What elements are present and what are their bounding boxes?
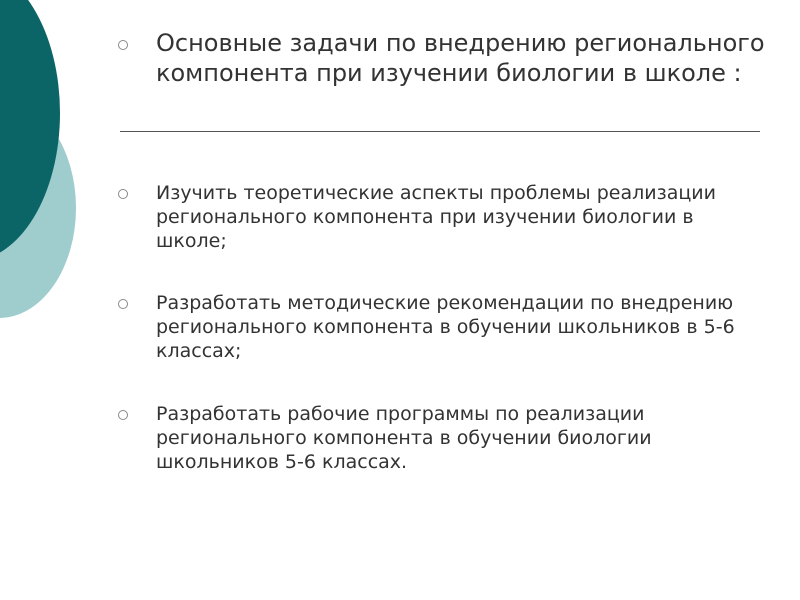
item-bullet-icon bbox=[118, 410, 128, 420]
slide-title-block bbox=[118, 28, 768, 88]
list-item bbox=[118, 402, 768, 474]
list-item bbox=[118, 181, 768, 253]
list-item bbox=[118, 291, 768, 363]
title-divider bbox=[120, 131, 760, 132]
list-item-text: Разработать рабочие программы по реализации регионального компонента в обучении биологии школьников 5-6 классах. bbox=[156, 403, 652, 473]
item-bullet-icon bbox=[118, 299, 128, 309]
list-item-text: Разработать методические рекомендации по внедрению регионального компонента в обучении школьников в 5-6 классах; bbox=[156, 292, 735, 362]
title-bullet-icon bbox=[118, 40, 128, 50]
list-item-text: Изучить теоретические аспекты проблемы реализации регионального компонента при изучении биологии в школе; bbox=[156, 182, 716, 252]
slide-title: Основные задачи по внедрению регионального компонента при изучении биологии в школе : bbox=[156, 29, 765, 87]
item-bullet-icon bbox=[118, 189, 128, 199]
